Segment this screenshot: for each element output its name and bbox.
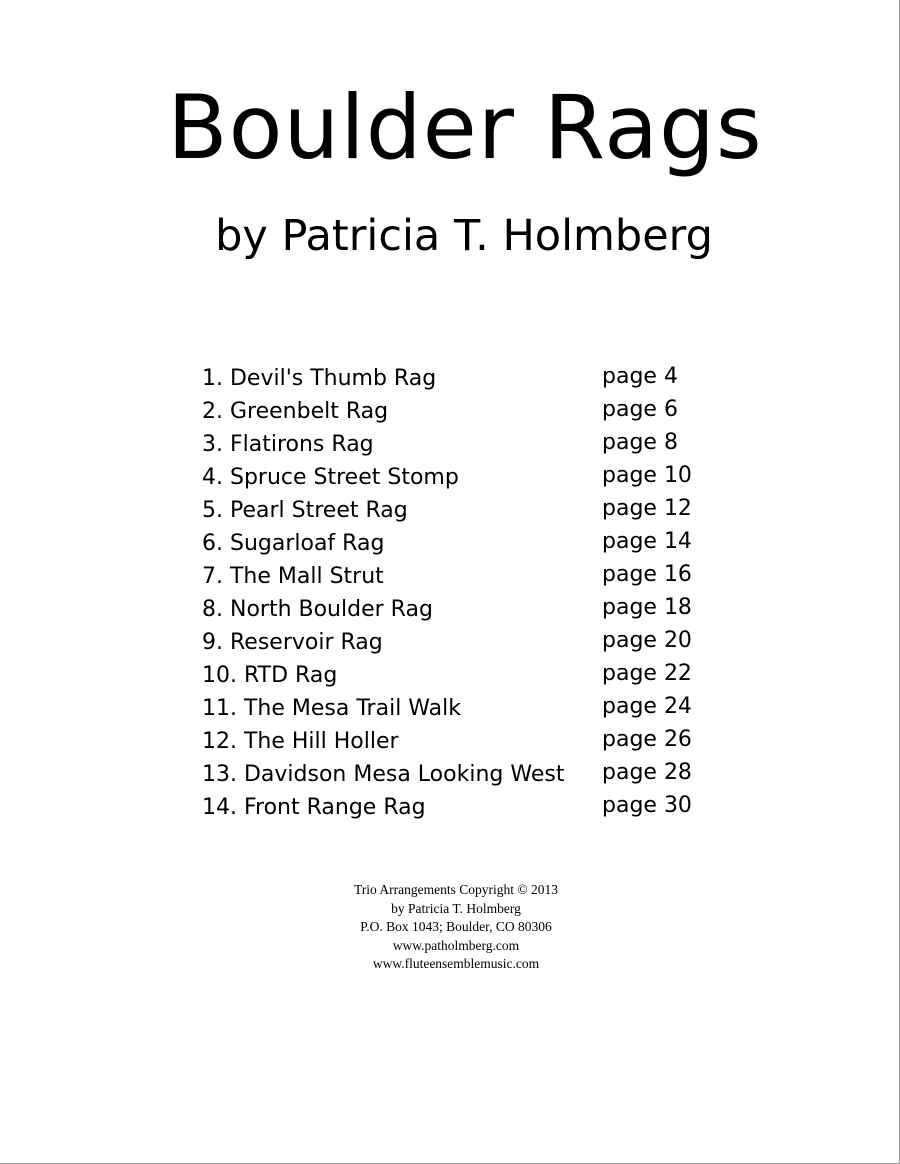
toc-entry-page: page 18 <box>602 595 692 620</box>
toc-entry <box>202 659 722 692</box>
author-line: by Patricia T. Holmberg <box>391 900 521 916</box>
toc-entry <box>202 593 722 626</box>
copyright-footer <box>0 881 900 974</box>
toc-entry-title: 3. Flatirons Rag <box>202 432 374 457</box>
toc-entry-title: 8. North Boulder Rag <box>202 597 433 622</box>
toc-entry-title: 9. Reservoir Rag <box>202 630 383 655</box>
toc-entry-page: page 4 <box>602 364 678 389</box>
toc-entry <box>202 725 722 758</box>
toc-entry <box>202 461 722 494</box>
toc-entry-page: page 28 <box>602 760 692 785</box>
toc-entry <box>202 560 722 593</box>
table-of-contents <box>202 362 722 824</box>
toc-entry-page: page 12 <box>602 496 692 521</box>
toc-entry <box>202 395 722 428</box>
toc-entry <box>202 791 722 824</box>
toc-entry <box>202 494 722 527</box>
toc-entry-title: 14. Front Range Rag <box>202 795 426 820</box>
toc-entry-title: 6. Sugarloaf Rag <box>202 531 385 556</box>
toc-entry <box>202 362 722 395</box>
toc-entry-title: 2. Greenbelt Rag <box>202 399 389 424</box>
website-line: www.fluteensemblemusic.com <box>372 956 540 971</box>
toc-entry-title: 4. Spruce Street Stomp <box>202 465 459 490</box>
toc-entry-page: page 26 <box>602 727 692 752</box>
toc-entry <box>202 527 722 560</box>
toc-entry <box>202 758 722 791</box>
toc-entry-page: page 16 <box>602 562 692 587</box>
document-title: Boulder Rags <box>167 76 763 179</box>
toc-entry-page: page 22 <box>602 661 692 686</box>
toc-entry-page: page 14 <box>602 529 692 554</box>
toc-entry <box>202 626 722 659</box>
document-byline: by Patricia T. Holmberg <box>215 211 713 261</box>
toc-entry-title: 12. The Hill Holler <box>202 729 399 754</box>
address-line: P.O. Box 1043; Boulder, CO 80306 <box>360 919 552 934</box>
toc-entry-page: page 20 <box>602 628 692 653</box>
toc-entry-page: page 10 <box>602 463 692 488</box>
toc-entry-title: 5. Pearl Street Rag <box>202 498 408 523</box>
toc-entry-title: 7. The Mall Strut <box>202 564 384 589</box>
copyright-line: Trio Arrangements Copyright © 2013 <box>353 882 558 897</box>
toc-entry-title: 13. Davidson Mesa Looking West <box>202 762 565 787</box>
toc-entry <box>202 428 722 461</box>
toc-entry-title: 1. Devil's Thumb Rag <box>202 366 437 391</box>
toc-entry-page: page 30 <box>602 793 692 818</box>
toc-entry-title: 10. RTD Rag <box>202 663 338 688</box>
toc-entry <box>202 692 722 725</box>
toc-entry-page: page 6 <box>602 397 678 422</box>
website-line: www.patholmberg.com <box>392 937 520 953</box>
toc-entry-page: page 24 <box>602 694 692 719</box>
toc-entry-title: 11. The Mesa Trail Walk <box>202 696 461 721</box>
toc-entry-page: page 8 <box>602 430 678 455</box>
